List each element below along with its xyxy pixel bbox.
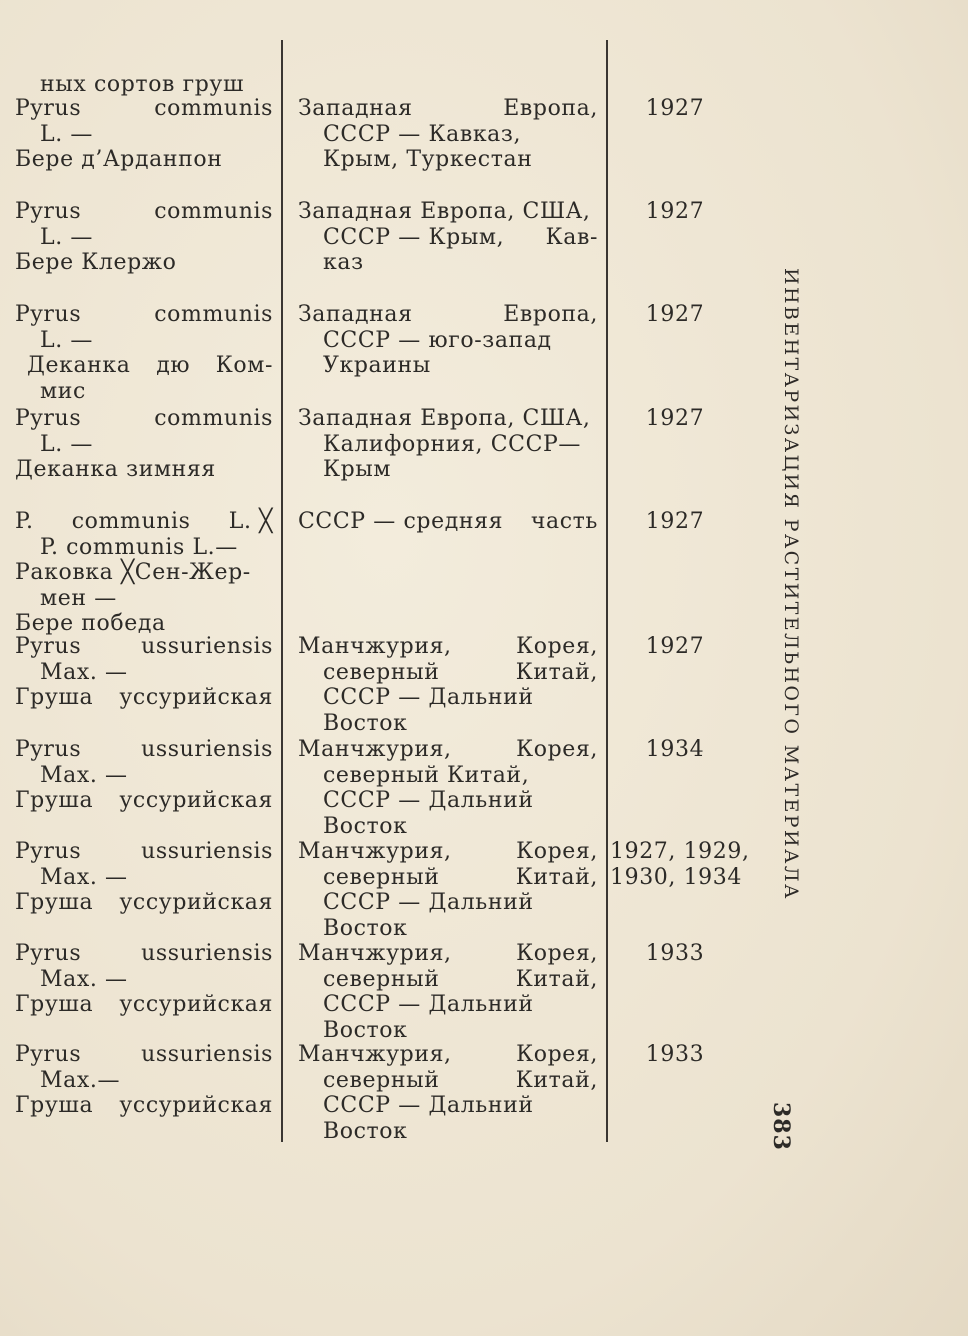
justified-line <box>298 634 598 660</box>
text-line: Деканка зимняя <box>15 457 216 482</box>
text-line: Западная Европа, США, <box>298 199 591 224</box>
text-line: 1927 <box>645 199 705 224</box>
word: communis <box>154 302 273 327</box>
origin-cell <box>298 737 598 839</box>
text-line: СССР — юго-запад <box>323 327 552 353</box>
year-cell <box>610 941 740 967</box>
running-title: ИНВЕНТАРИЗАЦИЯ РАСТИТЕЛЬНОГО МАТЕРИАЛА <box>780 268 802 901</box>
word: Корея, <box>516 839 598 864</box>
text-line: Восток <box>323 813 408 839</box>
text-line: 1933 <box>645 1042 705 1067</box>
justified-line <box>15 992 273 1018</box>
word: Западная <box>298 302 413 327</box>
text-line: 1927 <box>645 406 705 431</box>
text-line: 1927, 1929, <box>610 839 750 864</box>
word: Манчжурия, <box>298 634 452 659</box>
word: ussuriensis <box>141 941 273 966</box>
text-line: Бере д’Арданпон <box>15 147 223 172</box>
plant-name-cell <box>15 509 273 637</box>
plant-name-cell <box>15 737 273 814</box>
text-line: Max. — <box>40 864 128 890</box>
justified-line <box>15 685 273 711</box>
text-line: северный Китай, <box>323 762 530 788</box>
column-rule-left <box>281 40 283 1142</box>
justified-line <box>15 353 273 379</box>
word: уссурийская <box>119 1093 273 1118</box>
plant-name-cell <box>15 941 273 1018</box>
word: Груша <box>15 685 94 710</box>
word: уссурийская <box>119 992 273 1017</box>
year-cell <box>610 96 740 122</box>
text-line: Раковка ╳Сен-Жер- <box>15 560 251 585</box>
text-line: Восток <box>323 915 408 941</box>
word: P. <box>15 509 34 534</box>
text-line: Max. — <box>40 659 128 685</box>
justified-line <box>298 941 598 967</box>
plant-name-cell <box>15 839 273 916</box>
year-cell <box>610 1042 740 1068</box>
word: Западная <box>298 96 413 121</box>
text-line: L. — <box>40 431 93 457</box>
justified-line <box>15 839 273 865</box>
word: Манчжурия, <box>298 1042 452 1067</box>
text-line: Восток <box>323 1118 408 1144</box>
justified-line <box>298 1042 598 1068</box>
plant-name-cell <box>15 1042 273 1119</box>
justified-line <box>298 1068 598 1094</box>
year-cell <box>610 302 740 328</box>
text-line: СССР — Кавказ, <box>323 121 522 147</box>
word: Ком- <box>215 353 273 378</box>
year-cell <box>610 509 740 535</box>
word: ussuriensis <box>141 737 273 762</box>
justified-line <box>298 660 598 686</box>
justified-line <box>15 509 273 535</box>
word: Pyrus <box>15 96 82 121</box>
word: уссурийская <box>119 890 273 915</box>
text-line: 1930, 1934 <box>610 864 742 890</box>
plant-name-cell <box>15 96 273 173</box>
text-line: СССР — Дальний <box>323 890 534 915</box>
origin-cell <box>298 634 598 736</box>
word: communis <box>71 509 191 534</box>
text-line: 1927 <box>645 96 705 121</box>
word: ussuriensis <box>141 1042 273 1067</box>
origin-cell <box>298 941 598 1043</box>
justified-line <box>15 890 273 916</box>
word: ussuriensis <box>141 839 273 864</box>
word: Груша <box>15 788 94 813</box>
intro-line: ных сортов груш <box>40 72 245 97</box>
word: Pyrus <box>15 406 82 431</box>
justified-line <box>298 96 598 122</box>
justified-line <box>298 839 598 865</box>
text-line: 1934 <box>645 737 705 762</box>
justified-line <box>298 509 598 535</box>
justified-line <box>298 737 598 763</box>
word: Китай, <box>515 1067 598 1093</box>
origin-cell <box>298 302 598 379</box>
word: Pyrus <box>15 1042 82 1067</box>
word: уссурийская <box>119 788 273 813</box>
word: Корея, <box>516 737 598 762</box>
text-line: P. communis L.— <box>40 534 238 560</box>
word: Груша <box>15 992 94 1017</box>
text-line: СССР — Дальний <box>323 992 534 1017</box>
word: северный <box>323 966 440 992</box>
justified-line <box>15 1042 273 1068</box>
text-line: Max. — <box>40 762 128 788</box>
word: Манчжурия, <box>298 941 452 966</box>
word: северный <box>323 1067 440 1093</box>
text-line: Бере Клержо <box>15 250 177 275</box>
text-line: СССР — Дальний <box>323 788 534 813</box>
word: ussuriensis <box>141 634 273 659</box>
plant-name-cell <box>15 634 273 711</box>
text-line: 1927 <box>645 634 705 659</box>
justified-line <box>298 225 598 251</box>
word: Груша <box>15 890 94 915</box>
word: L. ╳ <box>228 509 273 534</box>
justified-line <box>298 967 598 993</box>
text-line: 1927 <box>645 509 705 534</box>
justified-line <box>15 788 273 814</box>
word: Кав- <box>545 224 598 250</box>
year-cell <box>610 199 740 225</box>
origin-cell <box>298 96 598 173</box>
text-line: L. — <box>40 327 93 353</box>
word: Pyrus <box>15 199 82 224</box>
word: дю <box>156 353 191 378</box>
word: Pyrus <box>15 941 82 966</box>
word: communis <box>154 96 273 121</box>
justified-line <box>15 406 273 432</box>
plant-name-cell <box>15 406 273 483</box>
text-line: СССР — Дальний <box>323 685 534 710</box>
plant-name-cell <box>15 199 273 276</box>
word: Корея, <box>516 634 598 659</box>
text-line: мис <box>40 378 86 404</box>
text-line: каз <box>323 250 364 275</box>
year-cell <box>610 634 740 660</box>
word: communis <box>154 199 273 224</box>
word: уссурийская <box>119 685 273 710</box>
word: Корея, <box>516 1042 598 1067</box>
text-line: Западная Европа, США, <box>298 406 591 431</box>
justified-line <box>298 865 598 891</box>
origin-cell <box>298 839 598 941</box>
word: Pyrus <box>15 737 82 762</box>
justified-line <box>15 302 273 328</box>
word: Манчжурия, <box>298 839 452 864</box>
text-line: L. — <box>40 121 93 147</box>
word: СССР — Крым, <box>323 224 505 250</box>
text-line: Калифорния, СССР— <box>323 431 582 457</box>
word: Корея, <box>516 941 598 966</box>
year-cell <box>610 737 740 763</box>
word: Деканка <box>27 353 131 378</box>
justified-line <box>15 199 273 225</box>
year-cell <box>610 839 750 890</box>
text-line: Крым, Туркестан <box>323 147 533 172</box>
origin-cell <box>298 199 598 276</box>
word: Китай, <box>515 659 598 685</box>
word: Pyrus <box>15 634 82 659</box>
text-line: L. — <box>40 224 93 250</box>
justified-line <box>15 941 273 967</box>
word: Европа, <box>503 96 598 121</box>
word: communis <box>154 406 273 431</box>
word: Манчжурия, <box>298 737 452 762</box>
word: северный <box>323 659 440 685</box>
justified-line <box>298 302 598 328</box>
word: Китай, <box>515 966 598 992</box>
text-line: 1927 <box>645 302 705 327</box>
year-cell <box>610 406 740 432</box>
word: Груша <box>15 1093 94 1118</box>
text-line: Украины <box>323 353 431 378</box>
text-line: мен — <box>40 585 117 611</box>
origin-cell <box>298 509 598 535</box>
word: СССР — средняя <box>298 509 504 534</box>
text-line: Восток <box>323 710 408 736</box>
text-line: Max.— <box>40 1067 121 1093</box>
text-line: Восток <box>323 1017 408 1043</box>
text-line: СССР — Дальний <box>323 1093 534 1118</box>
origin-cell <box>298 406 598 483</box>
page-number: 383 <box>768 1102 794 1151</box>
text-line: Бере победа <box>15 611 166 636</box>
text-line: Max. — <box>40 966 128 992</box>
justified-line <box>15 634 273 660</box>
word: Китай, <box>515 864 598 890</box>
justified-line <box>15 737 273 763</box>
justified-line <box>15 96 273 122</box>
word: часть <box>530 509 598 534</box>
origin-cell <box>298 1042 598 1144</box>
word: северный <box>323 864 440 890</box>
text-line: Крым <box>323 457 392 482</box>
text-line: 1933 <box>645 941 705 966</box>
word: Европа, <box>503 302 598 327</box>
word: Pyrus <box>15 839 82 864</box>
column-rule-right <box>606 40 608 1142</box>
word: Pyrus <box>15 302 82 327</box>
justified-line <box>15 1093 273 1119</box>
plant-name-cell <box>15 302 273 404</box>
